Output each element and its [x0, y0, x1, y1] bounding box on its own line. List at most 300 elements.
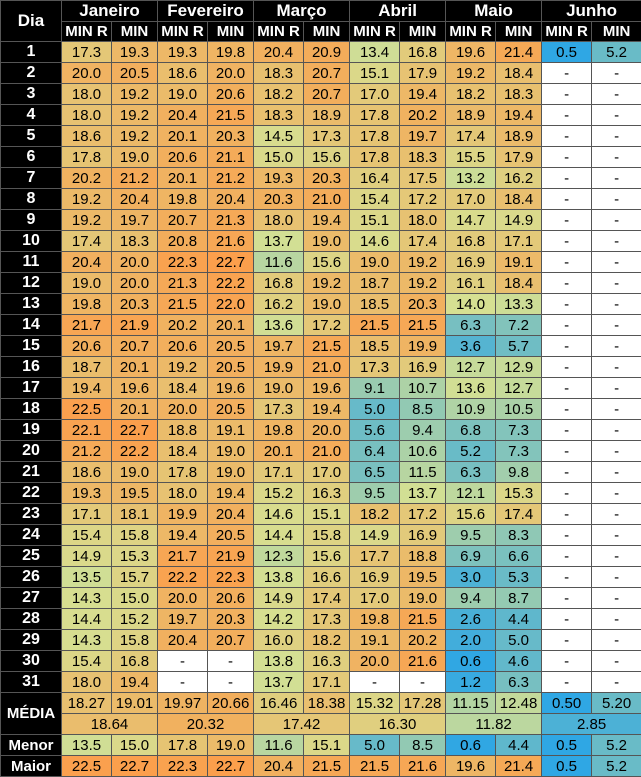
min-cell: 22.2	[112, 441, 158, 462]
table-row	[1, 105, 641, 126]
min-cell: 16.6	[304, 567, 350, 588]
min-cell: 17.2	[400, 504, 446, 525]
media-cell: 18.27	[62, 693, 112, 714]
table-row	[1, 672, 641, 693]
min-r-cell: 19.8	[254, 420, 304, 441]
min-cell: 5.2	[592, 42, 641, 63]
min-r-cell: 9.4	[446, 588, 496, 609]
min-r-cell: 17.8	[158, 462, 208, 483]
min-r-header: MIN R	[542, 22, 592, 42]
min-r-cell: 20.1	[158, 168, 208, 189]
min-cell: -	[592, 126, 641, 147]
min-cell: 19.4	[496, 105, 542, 126]
min-r-cell: 19.0	[350, 252, 400, 273]
min-cell: -	[592, 189, 641, 210]
maior-cell: 19.6	[446, 756, 496, 777]
min-cell: 19.4	[304, 399, 350, 420]
min-cell: 6.6	[496, 546, 542, 567]
min-cell: 9.8	[496, 462, 542, 483]
min-r-cell: 20.1	[254, 441, 304, 462]
month-header-marco: Março	[254, 1, 350, 22]
maior-cell: 22.5	[62, 756, 112, 777]
min-cell: 10.6	[400, 441, 446, 462]
min-r-cell: 18.4	[158, 378, 208, 399]
min-cell: 19.4	[112, 672, 158, 693]
day-number: 17	[1, 378, 62, 399]
media-combined-cell: 16.30	[350, 714, 446, 735]
day-number: 18	[1, 399, 62, 420]
min-cell: 18.4	[496, 189, 542, 210]
min-cell: 15.6	[304, 546, 350, 567]
min-r-cell: 19.2	[446, 63, 496, 84]
min-cell: 21.5	[400, 315, 446, 336]
min-r-cell: 18.2	[446, 84, 496, 105]
min-r-cell: 20.0	[350, 651, 400, 672]
min-cell: 17.2	[304, 315, 350, 336]
day-number: 21	[1, 462, 62, 483]
min-r-cell: -	[542, 105, 592, 126]
min-r-cell: 14.5	[254, 126, 304, 147]
min-header: MIN	[112, 22, 158, 42]
min-cell: 20.5	[208, 525, 254, 546]
min-r-cell: 17.3	[62, 42, 112, 63]
min-r-cell: 18.7	[350, 273, 400, 294]
min-cell: 20.1	[112, 357, 158, 378]
min-cell: 12.7	[496, 378, 542, 399]
min-cell: 18.4	[496, 273, 542, 294]
min-r-cell: 18.0	[62, 84, 112, 105]
min-cell: 15.8	[304, 525, 350, 546]
min-r-cell: -	[542, 525, 592, 546]
min-r-cell: 16.2	[254, 294, 304, 315]
min-r-cell: 9.5	[350, 483, 400, 504]
min-cell: 19.5	[400, 567, 446, 588]
min-r-cell: 9.1	[350, 378, 400, 399]
min-cell: -	[592, 672, 641, 693]
min-cell: 19.2	[400, 252, 446, 273]
min-r-cell: 19.2	[158, 357, 208, 378]
min-cell: -	[592, 483, 641, 504]
min-cell: -	[592, 609, 641, 630]
min-cell: -	[592, 567, 641, 588]
maior-cell: 21.6	[400, 756, 446, 777]
min-cell: 8.7	[496, 588, 542, 609]
table-row	[1, 609, 641, 630]
min-r-cell: 20.2	[158, 315, 208, 336]
min-cell: 16.2	[496, 168, 542, 189]
min-r-cell: 13.6	[446, 378, 496, 399]
maior-cell: 0.5	[542, 756, 592, 777]
table-row	[1, 63, 641, 84]
min-r-cell: 18.6	[158, 63, 208, 84]
min-cell: 8.3	[496, 525, 542, 546]
min-cell: 22.7	[208, 252, 254, 273]
min-cell: -	[592, 399, 641, 420]
maior-cell: 21.5	[350, 756, 400, 777]
maior-cell: 21.5	[304, 756, 350, 777]
min-cell: 20.0	[304, 420, 350, 441]
table-row	[1, 378, 641, 399]
min-cell: 10.5	[496, 399, 542, 420]
day-number: 24	[1, 525, 62, 546]
day-number: 31	[1, 672, 62, 693]
min-cell: 9.4	[400, 420, 446, 441]
min-cell: 21.0	[304, 441, 350, 462]
table-row	[1, 42, 641, 63]
min-header: MIN	[208, 22, 254, 42]
day-number: 5	[1, 126, 62, 147]
min-r-cell: 16.9	[446, 252, 496, 273]
min-cell: 15.3	[112, 546, 158, 567]
media-label: MÉDIA	[1, 693, 62, 735]
min-r-cell: -	[542, 588, 592, 609]
menor-cell: 5.0	[350, 735, 400, 756]
min-cell: 12.9	[496, 357, 542, 378]
day-number: 10	[1, 231, 62, 252]
min-r-cell: 14.0	[446, 294, 496, 315]
min-r-cell: 18.5	[350, 336, 400, 357]
maior-cell: 22.7	[112, 756, 158, 777]
menor-cell: 0.5	[542, 735, 592, 756]
menor-cell: 5.2	[592, 735, 641, 756]
min-cell: 20.3	[208, 609, 254, 630]
min-cell: 15.2	[112, 609, 158, 630]
min-cell: 20.7	[208, 630, 254, 651]
min-r-cell: -	[158, 651, 208, 672]
min-cell: 19.6	[304, 378, 350, 399]
min-r-cell: 19.0	[254, 378, 304, 399]
min-cell: 7.3	[496, 420, 542, 441]
day-number: 12	[1, 273, 62, 294]
min-r-cell: 0.5	[542, 42, 592, 63]
maior-cell: 22.3	[158, 756, 208, 777]
min-r-cell: 20.8	[158, 231, 208, 252]
min-r-cell: 14.4	[62, 609, 112, 630]
min-r-cell: -	[542, 441, 592, 462]
min-r-cell: 1.2	[446, 672, 496, 693]
min-r-cell: 13.5	[62, 567, 112, 588]
media-cell: 20.66	[208, 693, 254, 714]
min-cell: 16.9	[400, 525, 446, 546]
min-cell: 18.2	[304, 630, 350, 651]
min-r-cell: 20.6	[158, 147, 208, 168]
min-cell: 5.0	[496, 630, 542, 651]
media-combined-cell: 18.64	[62, 714, 158, 735]
menor-cell: 4.4	[496, 735, 542, 756]
min-cell: 18.0	[400, 210, 446, 231]
min-r-cell: 5.2	[446, 441, 496, 462]
min-r-cell: 20.6	[62, 336, 112, 357]
min-cell: 19.2	[112, 84, 158, 105]
min-r-cell: 11.6	[254, 252, 304, 273]
min-cell: -	[592, 630, 641, 651]
min-r-cell: -	[542, 462, 592, 483]
min-cell: 16.9	[400, 357, 446, 378]
media-cell: 0.50	[542, 693, 592, 714]
min-cell: 21.6	[400, 651, 446, 672]
min-r-cell: 16.0	[254, 630, 304, 651]
min-r-cell: 16.8	[446, 231, 496, 252]
day-number: 29	[1, 630, 62, 651]
min-r-cell: 20.4	[158, 105, 208, 126]
min-r-cell: 17.0	[446, 189, 496, 210]
min-r-cell: 12.1	[446, 483, 496, 504]
min-r-cell: -	[542, 126, 592, 147]
maior-cell: 21.4	[496, 756, 542, 777]
media-cell: 18.38	[304, 693, 350, 714]
min-cell: 19.2	[112, 105, 158, 126]
min-r-cell: 15.6	[446, 504, 496, 525]
min-r-cell: -	[542, 231, 592, 252]
min-r-header: MIN R	[350, 22, 400, 42]
min-r-cell: 14.3	[62, 630, 112, 651]
min-r-cell: -	[542, 189, 592, 210]
min-cell: -	[592, 252, 641, 273]
media-cell: 19.97	[158, 693, 208, 714]
min-cell: 19.0	[304, 294, 350, 315]
min-r-cell: 19.4	[62, 378, 112, 399]
min-r-cell: 16.1	[446, 273, 496, 294]
min-cell: 17.2	[400, 189, 446, 210]
table-row	[1, 210, 641, 231]
day-number: 8	[1, 189, 62, 210]
min-r-cell: 3.0	[446, 567, 496, 588]
min-r-header: MIN R	[446, 22, 496, 42]
min-cell: 20.3	[208, 126, 254, 147]
min-cell: 22.3	[208, 567, 254, 588]
min-r-cell: 6.3	[446, 315, 496, 336]
maior-cell: 22.7	[208, 756, 254, 777]
min-cell: -	[592, 147, 641, 168]
min-r-cell: 19.1	[350, 630, 400, 651]
min-cell: 19.8	[208, 42, 254, 63]
table-row	[1, 567, 641, 588]
min-cell: -	[592, 525, 641, 546]
min-r-cell: 14.3	[62, 588, 112, 609]
min-cell: 11.5	[400, 462, 446, 483]
min-cell: -	[592, 231, 641, 252]
min-r-cell: 20.6	[158, 336, 208, 357]
min-cell: 19.0	[400, 588, 446, 609]
min-cell: 15.7	[112, 567, 158, 588]
min-r-cell: -	[542, 210, 592, 231]
min-r-cell: 19.3	[62, 483, 112, 504]
min-header: MIN	[304, 22, 350, 42]
min-cell: 20.5	[208, 357, 254, 378]
min-r-cell: 5.6	[350, 420, 400, 441]
min-r-cell: 21.3	[158, 273, 208, 294]
menor-cell: 11.6	[254, 735, 304, 756]
min-cell: 20.3	[112, 294, 158, 315]
min-cell: 18.3	[112, 231, 158, 252]
min-cell: 16.8	[112, 651, 158, 672]
min-cell: 15.8	[112, 630, 158, 651]
min-cell: -	[592, 378, 641, 399]
min-r-cell: -	[542, 546, 592, 567]
min-r-cell: 6.4	[350, 441, 400, 462]
min-cell: 20.5	[208, 399, 254, 420]
menor-cell: 19.0	[208, 735, 254, 756]
min-r-cell: 14.7	[446, 210, 496, 231]
min-r-cell: -	[350, 672, 400, 693]
min-cell: 19.6	[112, 378, 158, 399]
min-r-cell: -	[542, 357, 592, 378]
table-row	[1, 252, 641, 273]
min-r-cell: 5.0	[350, 399, 400, 420]
min-cell: 19.0	[208, 441, 254, 462]
min-r-cell: -	[158, 672, 208, 693]
media-cell: 15.32	[350, 693, 400, 714]
menor-label: Menor	[1, 735, 62, 756]
min-r-cell: 6.5	[350, 462, 400, 483]
min-cell: 6.3	[496, 672, 542, 693]
min-r-cell: 22.5	[62, 399, 112, 420]
day-number: 27	[1, 588, 62, 609]
min-r-cell: 18.3	[254, 105, 304, 126]
min-cell: 21.2	[112, 168, 158, 189]
min-cell: 19.3	[112, 42, 158, 63]
min-cell: 17.3	[304, 126, 350, 147]
table-row	[1, 231, 641, 252]
maior-cell: 20.4	[254, 756, 304, 777]
day-number: 23	[1, 504, 62, 525]
min-cell: 10.7	[400, 378, 446, 399]
min-r-cell: 20.0	[158, 399, 208, 420]
min-cell: -	[592, 420, 641, 441]
min-r-cell: 18.0	[158, 483, 208, 504]
min-cell: 22.0	[208, 294, 254, 315]
min-cell: 20.0	[208, 63, 254, 84]
min-cell: 16.3	[304, 483, 350, 504]
min-cell: 21.2	[208, 168, 254, 189]
min-cell: 13.3	[496, 294, 542, 315]
table-row	[1, 336, 641, 357]
min-r-cell: 18.3	[254, 63, 304, 84]
min-cell: -	[592, 315, 641, 336]
min-r-cell: -	[542, 252, 592, 273]
month-header-junho: Junho	[542, 1, 641, 22]
min-r-cell: 14.6	[350, 231, 400, 252]
min-cell: 17.3	[304, 609, 350, 630]
min-cell: 19.4	[208, 483, 254, 504]
table-row	[1, 189, 641, 210]
min-r-cell: 18.0	[254, 210, 304, 231]
min-cell: 18.3	[496, 84, 542, 105]
min-r-cell: 19.3	[158, 42, 208, 63]
min-cell: 20.2	[400, 105, 446, 126]
min-cell: 20.1	[208, 315, 254, 336]
min-cell: -	[592, 441, 641, 462]
min-cell: 21.5	[400, 609, 446, 630]
min-cell: 20.3	[304, 168, 350, 189]
min-cell: 17.9	[496, 147, 542, 168]
min-r-cell: 17.7	[350, 546, 400, 567]
min-r-cell: 17.8	[350, 147, 400, 168]
menor-cell: 8.5	[400, 735, 446, 756]
media-cell: 11.15	[446, 693, 496, 714]
min-r-cell: 17.0	[350, 588, 400, 609]
min-cell: 4.4	[496, 609, 542, 630]
min-r-cell: 14.6	[254, 504, 304, 525]
day-number: 14	[1, 315, 62, 336]
table-row	[1, 441, 641, 462]
min-r-cell: 14.9	[62, 546, 112, 567]
min-r-cell: 20.3	[254, 189, 304, 210]
day-number: 9	[1, 210, 62, 231]
min-r-cell: 15.1	[350, 63, 400, 84]
min-r-cell: -	[542, 651, 592, 672]
table-row	[1, 84, 641, 105]
min-cell: 21.9	[208, 546, 254, 567]
day-number: 19	[1, 420, 62, 441]
min-r-cell: -	[542, 672, 592, 693]
min-r-cell: -	[542, 147, 592, 168]
min-r-cell: 19.3	[254, 168, 304, 189]
min-r-cell: 21.2	[62, 441, 112, 462]
min-cell: 21.4	[496, 42, 542, 63]
min-r-cell: 16.8	[254, 273, 304, 294]
min-cell: -	[208, 651, 254, 672]
min-cell: -	[592, 210, 641, 231]
min-r-cell: 14.9	[254, 588, 304, 609]
min-r-cell: 18.6	[62, 126, 112, 147]
min-r-cell: 19.8	[158, 189, 208, 210]
maior-cell: 5.2	[592, 756, 641, 777]
min-cell: 22.7	[112, 420, 158, 441]
min-cell: 21.3	[208, 210, 254, 231]
day-number: 25	[1, 546, 62, 567]
min-cell: 19.4	[304, 210, 350, 231]
min-cell: 8.5	[400, 399, 446, 420]
month-header-maio: Maio	[446, 1, 542, 22]
min-r-cell: 21.7	[158, 546, 208, 567]
table-row	[1, 483, 641, 504]
min-cell: 20.4	[208, 504, 254, 525]
min-r-cell: 2.0	[446, 630, 496, 651]
day-number: 26	[1, 567, 62, 588]
min-cell: 18.4	[496, 63, 542, 84]
min-r-cell: 14.2	[254, 609, 304, 630]
min-cell: 14.9	[496, 210, 542, 231]
min-cell: 19.2	[400, 273, 446, 294]
min-r-cell: 19.4	[158, 525, 208, 546]
min-cell: 18.3	[400, 147, 446, 168]
table-row	[1, 273, 641, 294]
min-r-cell: 19.0	[62, 273, 112, 294]
min-cell: 20.0	[112, 252, 158, 273]
min-header: MIN	[400, 22, 446, 42]
min-r-cell: 19.0	[158, 84, 208, 105]
min-cell: -	[592, 588, 641, 609]
month-header-abril: Abril	[350, 1, 446, 22]
media-combined-cell: 11.82	[446, 714, 542, 735]
min-cell: 20.3	[400, 294, 446, 315]
min-r-cell: 22.1	[62, 420, 112, 441]
day-number: 4	[1, 105, 62, 126]
min-r-cell: -	[542, 504, 592, 525]
min-r-cell: 20.0	[62, 63, 112, 84]
table-row	[1, 399, 641, 420]
min-cell: 15.1	[304, 504, 350, 525]
table-row	[1, 168, 641, 189]
min-cell: 19.7	[400, 126, 446, 147]
min-cell: 17.1	[304, 672, 350, 693]
table-row	[1, 294, 641, 315]
table-row	[1, 546, 641, 567]
min-r-cell: 20.0	[158, 588, 208, 609]
min-cell: 15.8	[112, 525, 158, 546]
maior-label: Maior	[1, 756, 62, 777]
